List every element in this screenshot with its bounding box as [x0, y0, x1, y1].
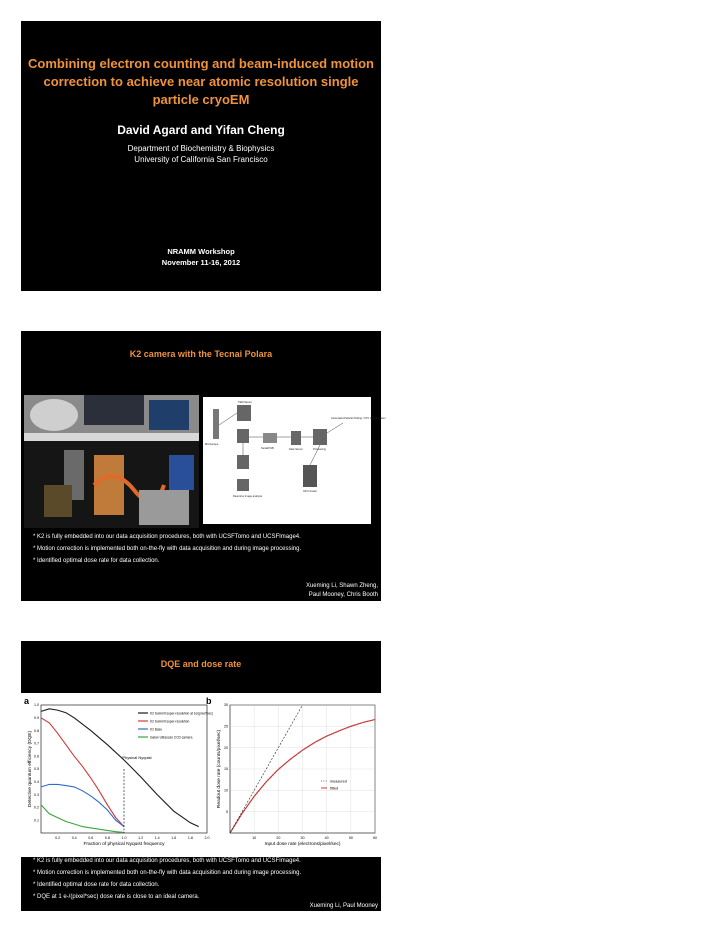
x-tick-label: 1.6 — [171, 836, 177, 840]
legend-label: K2 Base — [150, 727, 163, 732]
legend-label: Gatan Ultrascan CCD camera — [150, 735, 193, 740]
x-tick-label: 1.2 — [138, 836, 144, 840]
k2-camera-slide — [21, 331, 386, 601]
bullet-item: * Identified optimal dose rate for data collection. — [33, 882, 160, 888]
diagram-label: Serial/USB — [261, 447, 274, 450]
title-slide — [21, 21, 381, 291]
y-tick-label: 0.2 — [34, 805, 39, 810]
bullet-item: * Motion correction is implemented both on-the-fly with data acquisition and during image processing. — [33, 870, 302, 876]
department: Department of Biochemistry & Biophysics — [127, 144, 275, 153]
y-tick-label: 1.0 — [34, 703, 39, 708]
bullet-item: * K2 is fully embedded into our data acquisition procedures, both with UCSFTomo and UCSFImage4. — [33, 534, 301, 540]
legend-label: K2 Summit super-resolution — [150, 719, 190, 724]
panel-b-letter: b — [206, 696, 212, 706]
credit: Xueming Li, Paul Mooney — [309, 903, 378, 909]
bullet-item: * DQE at 1 e-/(pixel*sec) dose rate is close to an ideal camera. — [33, 894, 200, 900]
workshop-name: NRAMM Workshop — [167, 247, 235, 256]
x-tick-label: 60 — [373, 836, 377, 840]
x-tick-label: 50 — [348, 836, 353, 840]
x-tick-label: 2.0 — [204, 836, 210, 840]
x-axis-label: Fraction of physical Nyquist frequency — [83, 842, 165, 847]
x-axis-label: Input dose rate (electrons/pixel/sec) — [264, 842, 341, 847]
bullet-item: * Motion correction is implemented both on-the-fly with data acquisition and during image processing. — [33, 546, 302, 552]
slide-title: Combining electron counting and beam-induced motion correction to achieve near atomic resolution single particle cryoEM — [28, 56, 374, 107]
x-tick-label: 0.4 — [71, 836, 77, 840]
panel-a-letter: a — [24, 696, 30, 706]
nyquist-annotation: Physical Nyquist — [122, 754, 152, 760]
dqe-charts — [21, 693, 381, 857]
bullet-item: * K2 is fully embedded into our data acquisition procedures, both with UCSFTomo and UCSFImage4. — [33, 858, 301, 864]
credit-line: Xueming Li, Shawn Zheng, — [305, 583, 378, 589]
workshop-info — [21, 246, 381, 268]
series-line — [41, 784, 124, 826]
y-tick-label: 10 — [224, 788, 228, 793]
legend-label: K2 Summit super-resolution at 1e/(pixel*sec) — [150, 711, 214, 716]
x-tick-label: 20 — [276, 836, 281, 840]
y-tick-label: 0.8 — [34, 728, 39, 733]
y-axis-label: Readout dose rate (counts/pixel/sec) — [217, 729, 222, 809]
series-line — [41, 805, 124, 833]
credit-line: Paul Mooney, Chris Booth — [308, 592, 378, 598]
x-tick-label: 1.4 — [154, 836, 160, 840]
university: University of California San Francisco — [134, 155, 268, 164]
legend-label: measured — [330, 779, 347, 784]
diagram-label: TEM Server — [238, 401, 252, 404]
affiliation — [21, 143, 381, 165]
figure-panels — [21, 693, 381, 857]
y-tick-label: 15 — [224, 767, 228, 772]
x-tick-label: 30 — [300, 836, 305, 840]
y-tick-label: 0.1 — [34, 818, 39, 823]
x-tick-label: 0.6 — [88, 836, 94, 840]
diagram-label: GPU cluster — [303, 490, 317, 493]
y-tick-label: 0.5 — [34, 767, 39, 772]
y-tick-label: 20 — [224, 745, 228, 750]
slide-title: K2 camera with the Tecnai Polara — [129, 349, 273, 359]
workshop-dates: November 11-16, 2012 — [161, 258, 241, 267]
x-tick-label: 10 — [252, 836, 257, 840]
bullet-item: * Identified optimal dose rate for data collection. — [33, 558, 160, 564]
diagram-label: Real-time Image analysis — [233, 495, 263, 498]
diagram-label: Automated Particle Picking / CTF determination — [331, 417, 386, 420]
series-line — [41, 718, 124, 827]
authors: David Agard and Yifan Cheng — [117, 123, 285, 137]
system-diagram — [203, 397, 386, 524]
y-tick-label: 5 — [226, 809, 228, 814]
y-tick-label: 25 — [224, 724, 228, 729]
x-tick-label: 0.8 — [104, 836, 110, 840]
y-tick-label: 30 — [224, 703, 228, 708]
y-tick-label: 0.9 — [34, 716, 39, 720]
slide-title: DQE and dose rate — [160, 659, 242, 669]
legend-label: fitted — [330, 786, 339, 791]
x-tick-label: 40 — [324, 836, 329, 840]
camera-photo — [24, 395, 199, 528]
dqe-slide — [21, 641, 381, 911]
x-tick-label: 1.0 — [121, 836, 127, 840]
x-tick-label: 0.2 — [55, 836, 61, 840]
y-axis-label: Detective quantum efficiency (DQE) — [28, 730, 33, 808]
credit — [306, 582, 378, 600]
y-tick-label: 0.3 — [34, 792, 39, 797]
y-tick-label: 0.6 — [34, 754, 39, 759]
diagram-label: Processing — [313, 448, 326, 451]
series-line — [41, 709, 199, 827]
diagram-label: Microscope — [205, 443, 219, 446]
y-tick-label: 0.7 — [34, 741, 39, 746]
x-tick-label: 1.8 — [187, 836, 193, 840]
diagram-label: Data Server — [289, 448, 303, 451]
y-tick-label: 0.4 — [34, 780, 39, 784]
system-diagram-graphic — [203, 397, 386, 524]
